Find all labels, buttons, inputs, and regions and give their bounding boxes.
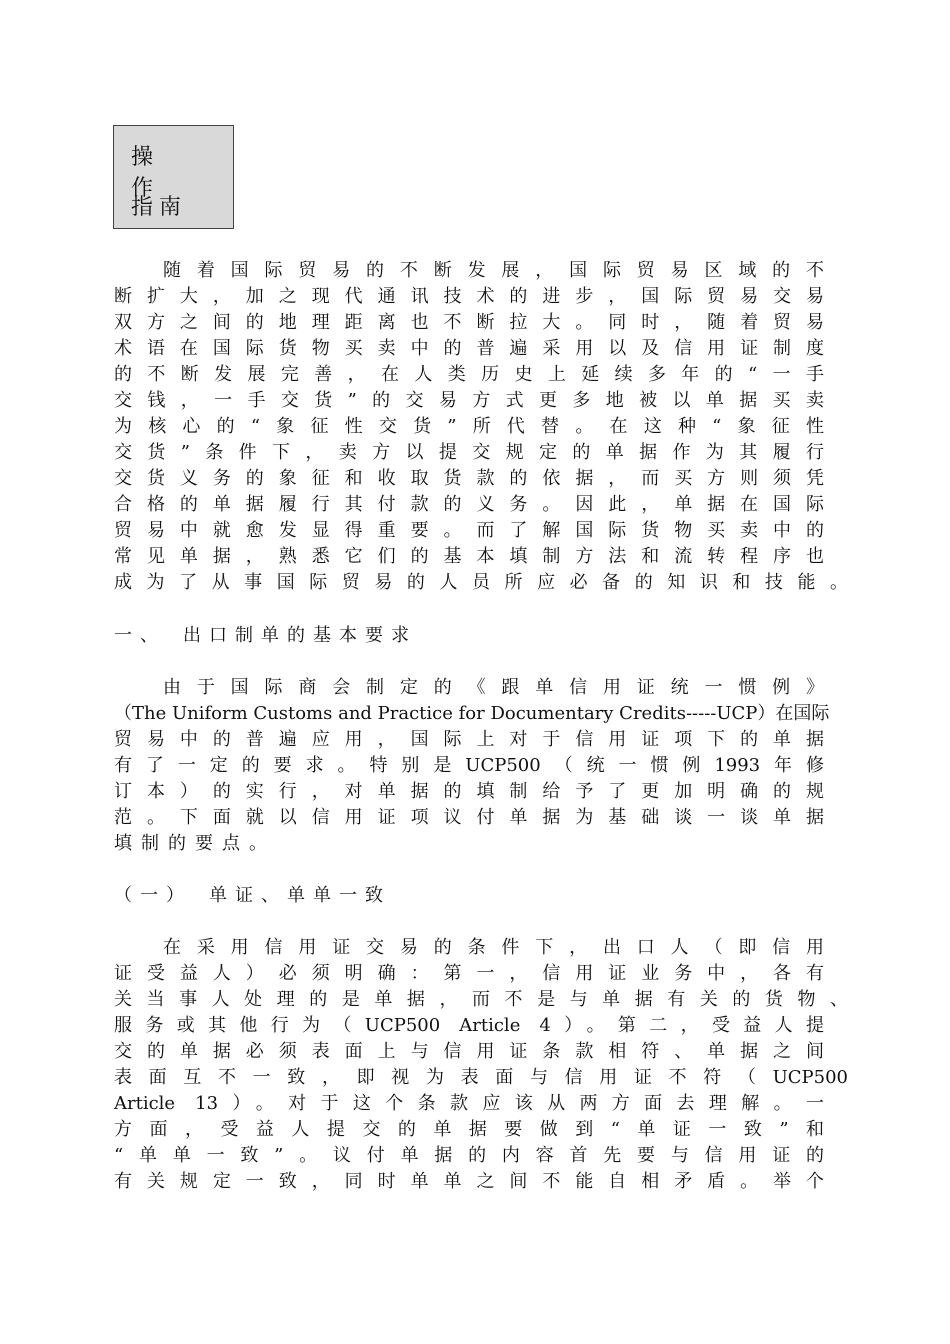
intro-line: 断扩大，加之现代通讯技术的进步，国际贸易交易 <box>114 286 824 307</box>
section-heading-1: 一、 出口制单的基本要求 <box>114 625 417 646</box>
section1-line: （The Uniform Customs and Practice for Documentary Credits-----UCP）在国际 <box>114 703 830 724</box>
section-heading-2: （一） 单证、单单一致 <box>114 885 391 906</box>
intro-line: 交钱，一手交货”的交易方式更多地被以单据买卖 <box>114 390 824 411</box>
intro-line: 贸易中就愈发显得重要。而了解国际货物买卖中的 <box>114 520 824 541</box>
intro-line: 的不断发展完善，在人类历史上延续多年的“一手 <box>114 364 824 385</box>
section2-line: 交的单据必须表面上与信用证条款相符、单据之间 <box>114 1041 824 1062</box>
intro-line: 交货”条件下，卖方以提交规定的单据作为其履行 <box>114 442 824 463</box>
section1-line: 范。下面就以信用证项议付单据为基础谈一谈单据 <box>114 807 824 828</box>
section2-line: “单单一致”。议付单据的内容首先要与信用证的 <box>114 1145 824 1166</box>
intro-line: 常见单据，熟悉它们的基本填制方法和流转程序也 <box>114 546 824 567</box>
section2-line: Article 13）。对于这个条款应该从两方面去理解。一 <box>114 1093 824 1114</box>
section2-line: 在采用信用证交易的条件下，出口人（即信用 <box>163 937 824 958</box>
section2-line: 方面，受益人提交的单据要做到“单证一致”和 <box>114 1119 824 1140</box>
section2-line: 关当事人处理的是单据，而不是与单据有关的货物、 <box>114 989 848 1010</box>
section1-line: 填制的要点。 <box>114 833 276 854</box>
section2-line: 服务或其他行为（UCP500 Article 4）。第二，受益人提 <box>114 1015 824 1036</box>
section2-line: 表面互不一致，即视为表面与信用证不符（UCP500 <box>114 1067 848 1088</box>
section2-line: 有关规定一致，同时单单之间不能自相矛盾。举个 <box>114 1171 824 1192</box>
section1-line: 有了一定的要求。特别是UCP500（统一惯例1993年修 <box>114 755 824 776</box>
guide-label-line2: 指南 <box>131 195 188 220</box>
intro-line: 双方之间的地理距离也不断拉大。同时，随着贸易 <box>114 312 824 333</box>
intro-line: 合格的单据履行其付款的义务。因此，单据在国际 <box>114 494 824 515</box>
intro-line: 为核心的“象征性交货”所代替。在这种“象征性 <box>114 416 824 437</box>
intro-line: 随着国际贸易的不断发展，国际贸易区域的不 <box>163 260 824 281</box>
guide-label-box <box>113 125 234 229</box>
guide-label-line1: 操作 <box>131 145 192 201</box>
intro-line: 成为了从事国际贸易的人员所应必备的知识和技能。 <box>114 572 848 593</box>
section1-line: 订本）的实行，对单据的填制给予了更加明确的规 <box>114 781 824 802</box>
intro-line: 交货义务的象征和收取货款的依据，而买方则须凭 <box>114 468 824 489</box>
section1-line: 由于国际商会制定的《跟单信用证统一惯例》 <box>163 677 824 698</box>
intro-line: 术语在国际货物买卖中的普遍采用以及信用证制度 <box>114 338 824 359</box>
section2-line: 证受益人）必须明确：第一，信用证业务中，各有 <box>114 963 824 984</box>
section1-line: 贸易中的普遍应用，国际上对于信用证项下的单据 <box>114 729 824 750</box>
